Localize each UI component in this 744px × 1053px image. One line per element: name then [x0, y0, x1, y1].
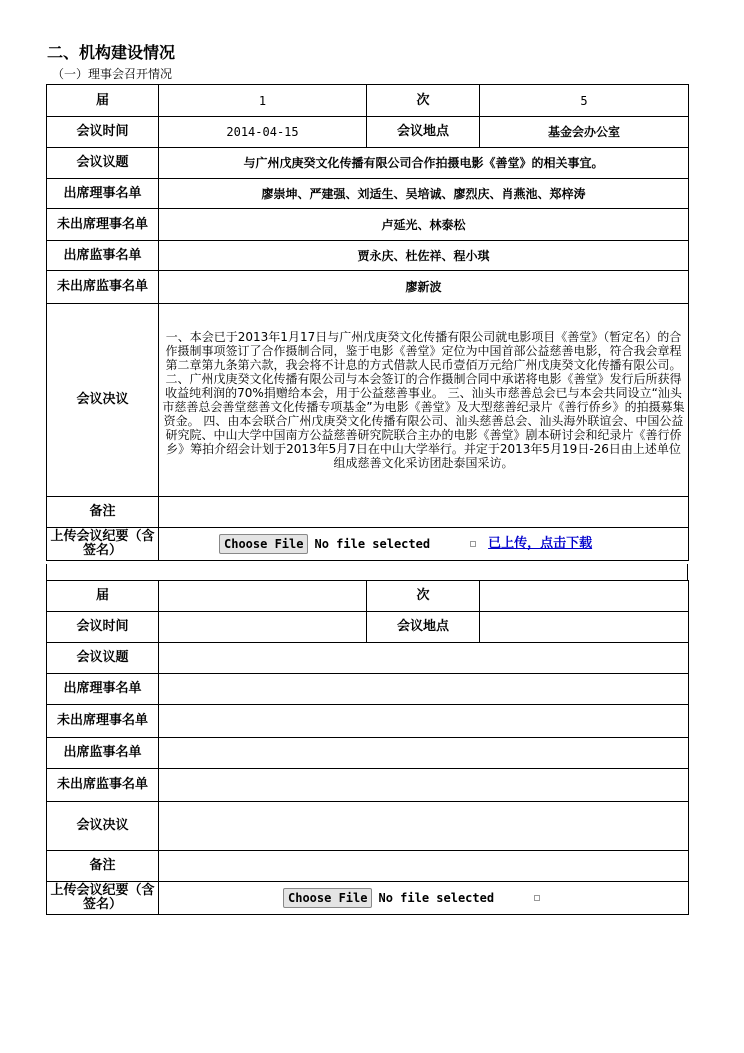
- small-checkbox-icon: [470, 541, 476, 547]
- record-separator: [46, 564, 688, 580]
- choose-file-button[interactable]: Choose File: [219, 534, 308, 554]
- attending-directors-label: 出席理事名单: [47, 179, 159, 209]
- upload-cell: [159, 882, 689, 915]
- resolution-value: [159, 802, 689, 851]
- remarks-label: 备注: [47, 851, 159, 882]
- meeting-place-label: 会议地点: [367, 612, 480, 643]
- session-label: 届: [47, 85, 159, 117]
- agenda-label: 会议议题: [47, 148, 159, 179]
- count-label: 次: [367, 85, 480, 117]
- meeting-place-label: 会议地点: [367, 117, 480, 148]
- remarks-value: [159, 497, 689, 528]
- meeting-record-2: [46, 580, 689, 915]
- choose-file-button[interactable]: Choose File: [283, 888, 372, 908]
- resolution-label: 会议决议: [47, 802, 159, 851]
- section-title: 二、机构建设情况: [47, 43, 176, 62]
- attending-supervisors-value: 贾永庆、杜佐祥、程小琪: [159, 241, 689, 271]
- session-label: 届: [47, 581, 159, 612]
- resolution-label: 会议决议: [47, 304, 159, 497]
- meeting-place-value: [480, 612, 689, 643]
- meeting-time-value: [159, 612, 367, 643]
- attending-supervisors-label: 出席监事名单: [47, 738, 159, 769]
- agenda-value: 与广州戊庚癸文化传播有限公司合作拍摄电影《善堂》的相关事宜。: [159, 148, 689, 179]
- attending-directors-value: [159, 674, 689, 705]
- small-checkbox-icon: [534, 895, 540, 901]
- count-value: [480, 581, 689, 612]
- upload-cell: [159, 528, 689, 561]
- agenda-label: 会议议题: [47, 643, 159, 674]
- file-status-text: No file selected: [378, 891, 495, 905]
- resolution-value: 一、本会已于2013年1月17日与广州戊庚癸文化传播有限公司就电影项目《善堂》（暂定名）的合作摄制事项签订了合作摄制合同，鉴于电影《善堂》定位为中国首部公益慈善电影，符合我会章程第二章第九条第六款，我会将不计息的方式借款人民币壹佰万元给广州戊庚癸文化传播有限公司。 二、广州戊庚癸文化传播有限公司与本会签订的合作摄制合同中承诺将电影《善堂》发行后所获得收益纯利润的70%捐赠给本会，用于公益慈善事业。 三、汕头市慈善总会已与本会共同设立“汕头市慈善总会善堂慈善文化传播专项基金”为电影《善堂》及大型慈善纪录片《善行侨乡》的拍摄募集资金。 四、由本会联合广州戊庚癸文化传播有限公司、汕头慈善总会、汕头海外联谊会、中国公益研究院、中山大学中国南方公益慈善研究院联合主办的电影《善堂》剧本研讨会和纪录片《善行侨乡》筹拍介绍会计划于2013年5月7日在中山大学举行。并定于2013年5月19日-26日由上述单位组成慈善文化采访团赴泰国采访。: [159, 304, 689, 497]
- meeting-record-1: [46, 84, 689, 561]
- agenda-value: [159, 643, 689, 674]
- attending-supervisors-label: 出席监事名单: [47, 241, 159, 271]
- absent-directors-label: 未出席理事名单: [47, 705, 159, 738]
- absent-directors-label: 未出席理事名单: [47, 209, 159, 241]
- attending-directors-label: 出席理事名单: [47, 674, 159, 705]
- absent-supervisors-label: 未出席监事名单: [47, 271, 159, 304]
- file-status-text: No file selected: [314, 537, 431, 551]
- absent-directors-value: 卢延光、林泰松: [159, 209, 689, 241]
- absent-supervisors-label: 未出席监事名单: [47, 769, 159, 802]
- absent-supervisors-value: 廖新波: [159, 271, 689, 304]
- attending-supervisors-value: [159, 738, 689, 769]
- meeting-place-value: 基金会办公室: [480, 117, 689, 148]
- subsection-title: （一）理事会召开情况: [52, 67, 173, 81]
- session-value: [159, 581, 367, 612]
- absent-supervisors-value: [159, 769, 689, 802]
- count-value: 5: [480, 85, 689, 117]
- session-value: 1: [159, 85, 367, 117]
- remarks-value: [159, 851, 689, 882]
- attending-directors-value: 廖崇坤、严建强、刘适生、吴培诚、廖烈庆、肖燕池、郑梓涛: [159, 179, 689, 209]
- download-link[interactable]: 已上传，点击下载: [488, 536, 593, 551]
- upload-minutes-label: 上传会议纪要（含签名）: [47, 882, 159, 915]
- meeting-time-value: 2014-04-15: [159, 117, 367, 148]
- remarks-label: 备注: [47, 497, 159, 528]
- meeting-time-label: 会议时间: [47, 117, 159, 148]
- absent-directors-value: [159, 705, 689, 738]
- meeting-time-label: 会议时间: [47, 612, 159, 643]
- count-label: 次: [367, 581, 480, 612]
- upload-minutes-label: 上传会议纪要（含签名）: [47, 528, 159, 561]
